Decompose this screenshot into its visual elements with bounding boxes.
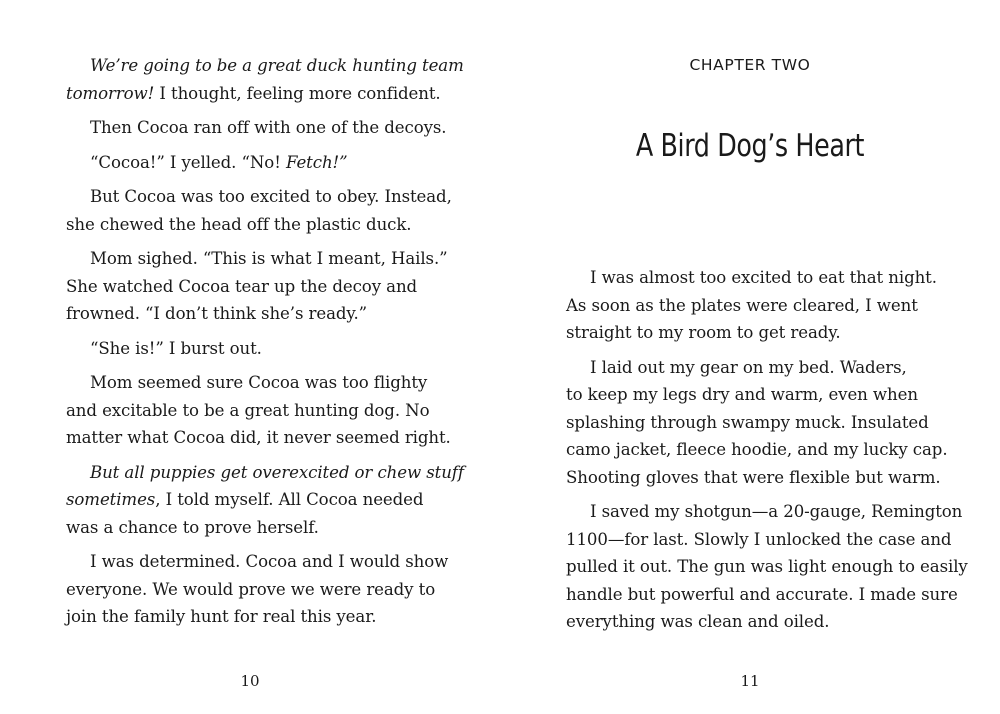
italic-text: sometimes xyxy=(66,490,156,509)
text: was a chance to prove herself. xyxy=(66,517,319,537)
text: I thought, feeling more confident. xyxy=(154,83,441,103)
text-line xyxy=(66,149,347,177)
text-line xyxy=(66,369,451,397)
text: Mom sighed. “This is what I meant, Hails.” xyxy=(90,249,448,268)
text-line xyxy=(66,52,464,80)
text: I was almost too excited to eat that night. xyxy=(590,268,937,287)
text-line xyxy=(566,464,948,492)
text: I laid out my gear on my bed. Waders, xyxy=(590,357,907,377)
text-line xyxy=(566,292,937,320)
text: splashing through swampy muck. Insulated xyxy=(566,412,929,432)
text-line xyxy=(66,335,262,363)
right-page-number: 11 xyxy=(740,672,760,690)
text: matter what Cocoa did, it never seemed right. xyxy=(66,428,451,447)
paragraph xyxy=(66,245,448,328)
text: join the family hunt for real this year. xyxy=(66,607,377,626)
text: pulled it out. The gun was light enough to easily xyxy=(566,557,968,576)
text: camo jacket, fleece hoodie, and my lucky cap. xyxy=(566,440,948,459)
text-line xyxy=(66,300,448,328)
text: , I told myself. All Cocoa needed xyxy=(155,490,424,509)
paragraph xyxy=(66,52,464,107)
text: Shooting gloves that were flexible but warm. xyxy=(566,467,941,487)
text-line xyxy=(566,319,937,347)
italic-text: Fetch!” xyxy=(285,152,348,172)
text-line xyxy=(66,211,452,239)
text: handle but powerful and accurate. I made sure xyxy=(566,584,958,604)
text-line xyxy=(566,409,948,437)
italic-text: We’re going to be a great duck hunting team xyxy=(90,56,464,75)
text-line xyxy=(66,183,452,211)
text-line xyxy=(66,514,464,542)
text-line xyxy=(66,486,464,514)
paragraph xyxy=(566,354,948,492)
text-line xyxy=(566,381,948,409)
text-line xyxy=(566,526,968,554)
text: I was determined. Cocoa and I would show xyxy=(90,552,449,571)
text-line xyxy=(566,264,937,292)
chapter-title: A Bird Dog’s Heart xyxy=(635,128,865,164)
text-line xyxy=(66,114,446,142)
paragraph xyxy=(566,264,937,347)
text-line xyxy=(566,354,948,382)
text-line xyxy=(66,576,448,604)
text-line xyxy=(566,553,968,581)
text: to keep my legs dry and warm, even when xyxy=(566,385,918,404)
right-page xyxy=(500,0,1000,714)
text-line xyxy=(66,80,464,108)
paragraph xyxy=(66,369,451,452)
text: “Cocoa!” I yelled. “No! xyxy=(90,152,286,172)
chapter-label: CHAPTER TWO xyxy=(689,56,811,74)
text: she chewed the head off the plastic duck. xyxy=(66,214,412,234)
text-line xyxy=(566,608,968,636)
paragraph xyxy=(566,498,968,636)
text: straight to my room to get ready. xyxy=(566,323,841,342)
text-line xyxy=(66,459,464,487)
text: She watched Cocoa tear up the decoy and xyxy=(66,276,418,296)
text: 1100—for last. Slowly I unlocked the case and xyxy=(566,529,952,549)
text-line xyxy=(66,603,448,631)
text: But Cocoa was too excited to obey. Instead, xyxy=(90,187,452,206)
text: I saved my shotgun—a 20-gauge, Remington xyxy=(590,502,963,521)
text: frowned. “I don’t think she’s ready.” xyxy=(66,304,368,323)
paragraph xyxy=(66,114,446,142)
text: everything was clean and oiled. xyxy=(566,612,830,631)
paragraph xyxy=(66,149,347,177)
text-line xyxy=(66,245,448,273)
text: Then Cocoa ran off with one of the decoys. xyxy=(90,118,447,137)
text-line xyxy=(66,548,448,576)
italic-text: tomorrow! xyxy=(66,83,155,103)
paragraph xyxy=(66,183,452,238)
text-line xyxy=(66,397,451,425)
text-line xyxy=(566,436,948,464)
text: everyone. We would prove we were ready to xyxy=(66,579,436,599)
paragraph xyxy=(66,459,464,542)
text: As soon as the plates were cleared, I went xyxy=(566,295,918,315)
paragraph xyxy=(66,548,448,631)
italic-text: But all puppies get overexcited or chew stuff xyxy=(90,462,464,482)
text: “She is!” I burst out. xyxy=(90,338,262,358)
text: Mom seemed sure Cocoa was too flighty xyxy=(90,373,428,392)
text-line xyxy=(566,581,968,609)
text: and excitable to be a great hunting dog. No xyxy=(66,400,430,420)
text-line xyxy=(566,498,968,526)
text-line xyxy=(66,273,448,301)
paragraph xyxy=(66,335,262,363)
left-page-number: 10 xyxy=(240,672,260,690)
text-line xyxy=(66,424,451,452)
